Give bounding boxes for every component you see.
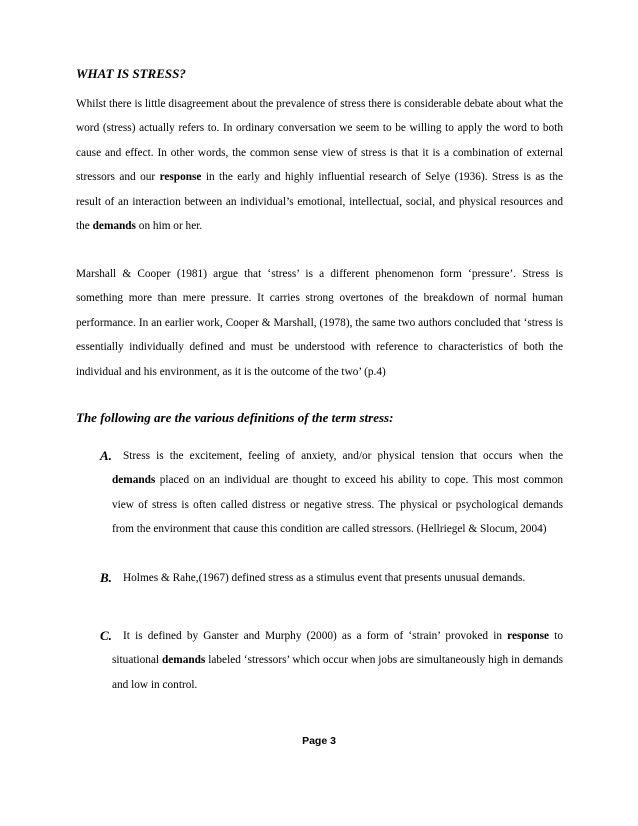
bold-term: response [507, 630, 550, 642]
paragraph-text: Whilst there is little disagreement about the prevalence of stress there is considerable debate about what the word (stress) actually refers to. In ordinary conversation we seem to be willing to apply the word to both cause and effect. In other words, the common sense view of stress is that it is a combination of external stressors and our [76, 98, 563, 184]
bold-term: demands [92, 220, 136, 233]
list-marker: A. [100, 448, 112, 463]
definition-text [112, 444, 563, 542]
bold-term: demands [162, 654, 206, 667]
definition-item-a [76, 444, 563, 542]
definition-text-part: to situational [112, 630, 563, 667]
paragraph-marshall-cooper: Marshall & Cooper (1981) argue that ‘stress’ is a different phenomenon form ‘pressure’. Stress is something more than mere pressure. It carries strong overtones of the breakdown of normal human performance. In an earlier work, Cooper & Marshall, (1978), the same two authors concluded that ‘stress is essentially individually defined and must be understood with reference to characteristics of both the individual and his environment, as it is the outcome of the two’ (p.4) [76, 268, 563, 378]
section-heading: WHAT IS STRESS? [76, 66, 186, 81]
definition-text [112, 566, 563, 590]
definitions-heading: The following are the various definitions of the term stress: [76, 410, 394, 425]
definition-item-b [76, 566, 563, 590]
list-marker: B. [100, 570, 112, 585]
definition-text [112, 624, 563, 697]
paragraph-text: on him or her. [135, 220, 203, 233]
paragraph-text: in the early and highly influential research of Selye (1936). Stress is as the result of an interaction between an individual’s emotional, intellectual, social, and physical resources and the [76, 171, 563, 233]
definition-item-c [76, 624, 563, 697]
paragraph-intro [76, 92, 563, 238]
definition-text-part: It is defined by Ganster and Murphy (2000) as a form of ‘strain’ provoked in [123, 630, 508, 642]
bold-term: response [159, 171, 202, 184]
list-marker: C. [100, 628, 112, 643]
definition-text-part: placed on an individual are thought to exceed his ability to cope. This most common view of stress is often called distress or negative stress. The physical or psychological demands from the environment that cause this condition are called stressors. (Hellriegel & Slocum, 2004) [112, 474, 563, 536]
definition-text-part: Stress is the excitement, feeling of anxiety, and/or physical tension that occurs when the [123, 450, 563, 462]
definition-text-part: labeled ‘stressors’ which occur when jobs are simultaneously high in demands and low in control. [112, 654, 563, 691]
bold-term: demands [112, 474, 156, 487]
page-number: Page 3 [302, 735, 336, 747]
definition-text-part: Holmes & Rahe,(1967) defined stress as a stimulus event that presents unusual demands. [123, 572, 526, 584]
